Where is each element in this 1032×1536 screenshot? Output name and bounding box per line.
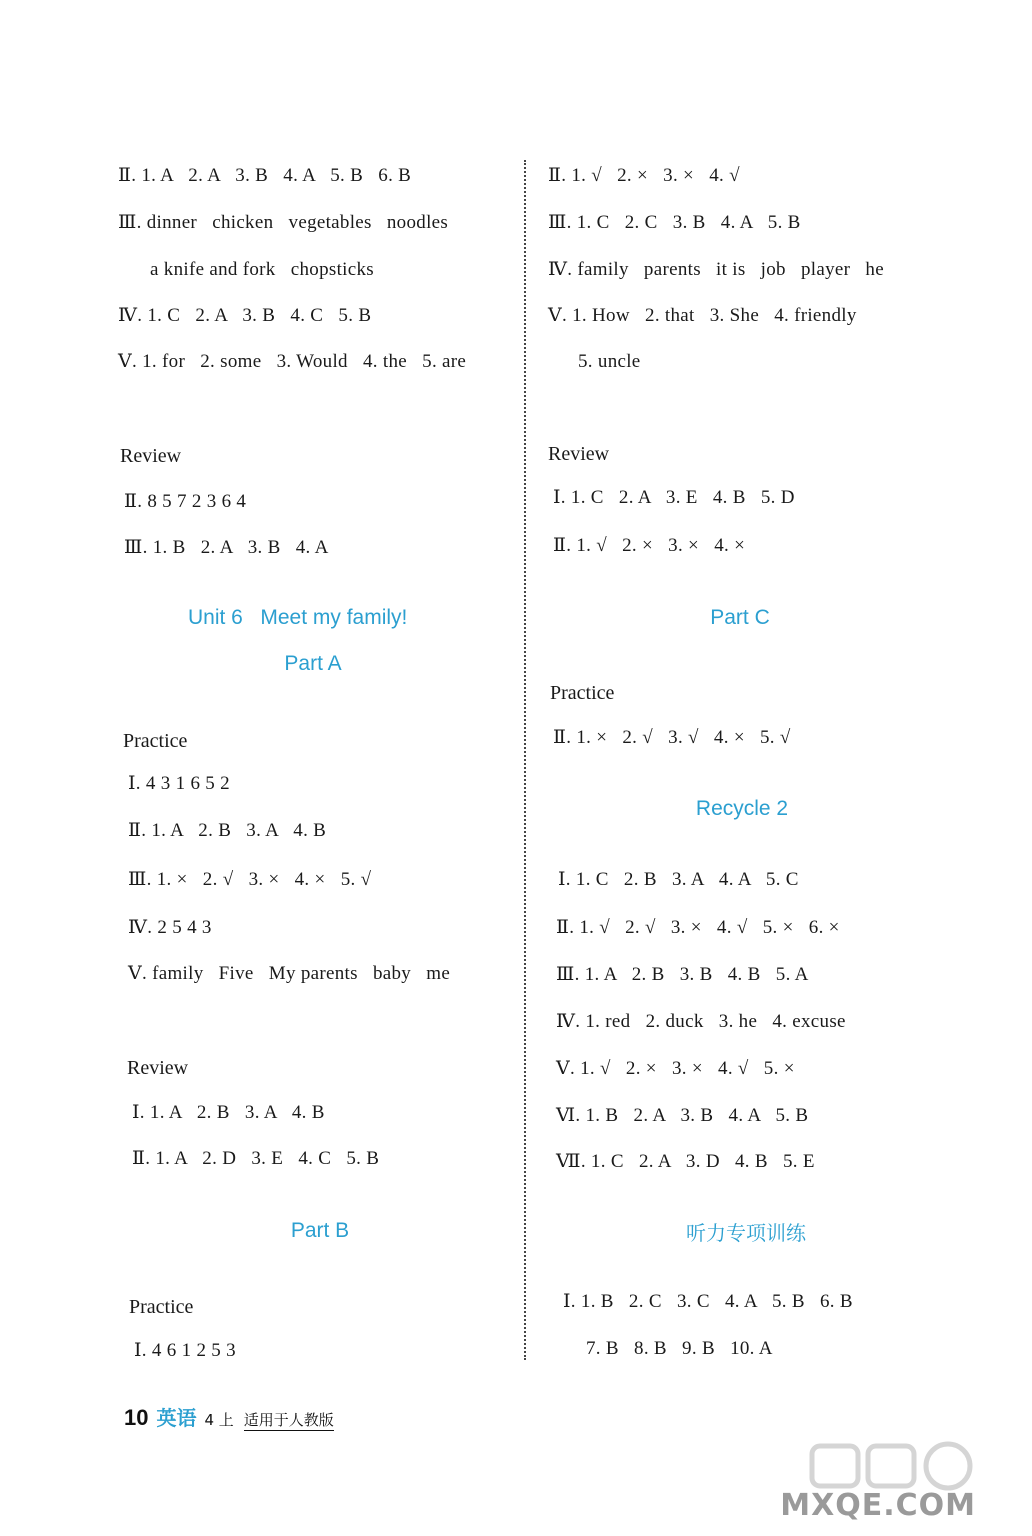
answer-line: Ⅲ. 1. B 2. A 3. B 4. A	[124, 537, 329, 558]
answer-line: Ⅰ. 1. C 2. B 3. A 4. A 5. C	[558, 869, 799, 890]
part-title: Part A	[284, 652, 342, 675]
answer-line: Ⅲ. 1. × 2. √ 3. × 4. × 5. √	[128, 869, 372, 890]
answer-line: Ⅲ. dinner chicken vegetables noodles	[118, 212, 449, 233]
answer-line: Ⅱ. 1. A 2. A 3. B 4. A 5. B 6. B	[118, 165, 412, 186]
answer-line: Ⅴ. family Five My parents baby me	[128, 963, 451, 984]
answer-line: Ⅱ. 1. √ 2. √ 3. × 4. √ 5. × 6. ×	[556, 917, 840, 938]
answer-line: Ⅶ. 1. C 2. A 3. D 4. B 5. E	[556, 1151, 815, 1172]
page-number: 10	[124, 1405, 149, 1430]
unit-title: Unit 6 Meet my family!	[188, 606, 408, 629]
section-label: Practice	[123, 730, 188, 752]
answer-line: Ⅱ. 8 5 7 2 3 6 4	[124, 491, 247, 512]
answer-line: Ⅳ. 1. C 2. A 3. B 4. C 5. B	[118, 305, 372, 326]
answer-line: Ⅱ. 1. × 2. √ 3. √ 4. × 5. √	[553, 727, 791, 748]
part-title: Part B	[290, 1219, 350, 1242]
answer-line: Ⅲ. 1. C 2. C 3. B 4. A 5. B	[548, 212, 801, 233]
answer-line: Ⅳ. 2 5 4 3	[128, 917, 212, 938]
answer-line: Ⅴ. 1. for 2. some 3. Would 4. the 5. are	[118, 351, 467, 372]
answer-line: a knife and fork chopsticks	[150, 259, 374, 280]
answer-line: Ⅰ. 4 3 1 6 5 2	[128, 773, 230, 794]
listening-title: 听力专项训练	[686, 1221, 806, 1245]
edition-label: 适用于人教版	[243, 1411, 334, 1429]
grade-label: 4 上	[204, 1411, 234, 1429]
section-label: Review	[548, 443, 610, 465]
subject-label: 英语	[156, 1406, 197, 1430]
section-label: Review	[127, 1057, 189, 1079]
answer-line: Ⅵ. 1. B 2. A 3. B 4. A 5. B	[556, 1105, 809, 1126]
answer-line: Ⅳ. 1. red 2. duck 3. he 4. excuse	[556, 1011, 846, 1032]
answer-line: Ⅰ. 1. A 2. B 3. A 4. B	[132, 1102, 325, 1123]
answer-line: Ⅴ. 1. How 2. that 3. She 4. friendly	[548, 305, 857, 326]
answer-line: Ⅱ. 1. √ 2. × 3. × 4. ×	[553, 535, 746, 556]
answer-line: Ⅴ. 1. √ 2. × 3. × 4. √ 5. ×	[556, 1058, 795, 1079]
answer-line: 5. uncle	[578, 351, 641, 372]
section-label: Practice	[129, 1296, 194, 1318]
watermark-text: MXQE.COM	[780, 1488, 976, 1523]
answer-line: Ⅰ. 1. C 2. A 3. E 4. B 5. D	[553, 487, 795, 508]
answer-line: Ⅰ. 1. B 2. C 3. C 4. A 5. B 6. B	[563, 1291, 853, 1312]
part-title: Part C	[710, 606, 770, 629]
answer-line: 7. B 8. B 9. B 10. A	[586, 1338, 773, 1359]
answer-line: Ⅲ. 1. A 2. B 3. B 4. B 5. A	[556, 964, 809, 985]
answer-line: Ⅱ. 1. A 2. B 3. A 4. B	[128, 820, 327, 841]
section-label: Review	[120, 445, 182, 467]
recycle-title: Recycle 2	[695, 797, 789, 820]
answer-line: Ⅱ. 1. √ 2. × 3. × 4. √	[548, 165, 740, 186]
page-footer	[124, 1402, 334, 1430]
answer-line: Ⅱ. 1. A 2. D 3. E 4. C 5. B	[132, 1148, 380, 1169]
section-label: Practice	[550, 682, 615, 704]
answer-line: Ⅳ. family parents it is job player he	[548, 259, 884, 280]
column-divider	[524, 160, 526, 1360]
answer-line: Ⅰ. 4 6 1 2 5 3	[134, 1340, 236, 1361]
